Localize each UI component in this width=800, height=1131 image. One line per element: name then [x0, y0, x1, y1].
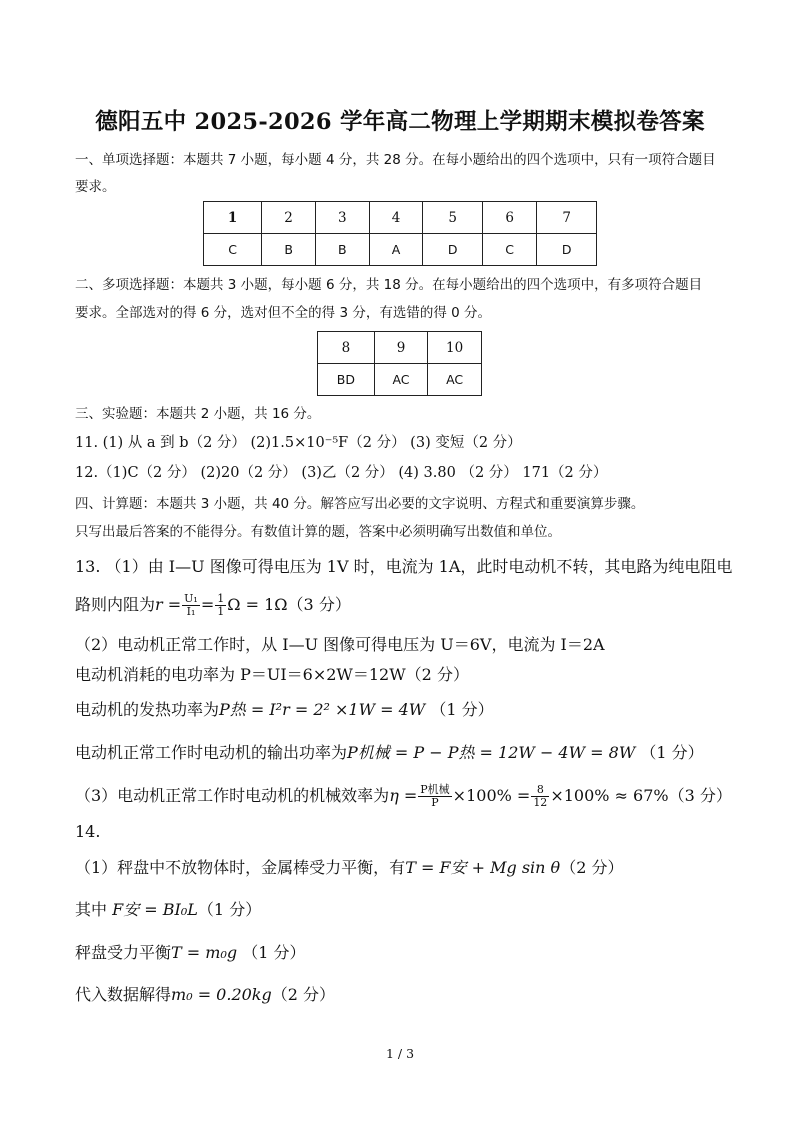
table-cell: 3 [315, 202, 369, 234]
q13-formula-rhs: Ω = 1Ω [227, 595, 288, 614]
table-cell: 2 [262, 202, 316, 234]
q13-line3: （2）电动机正常工作时，从 I—U 图像可得电压为 U＝6V，电流为 I＝2A [75, 635, 605, 654]
table-cell: 9 [374, 332, 427, 364]
q13-line1: 13. （1）由 I—U 图像可得电压为 1V 时，电流为 1A，此时电动机不转，其电路为纯电阻电 [75, 557, 733, 576]
fraction-denominator: 1 [217, 605, 225, 618]
q14-line3 [75, 943, 305, 963]
q13-line6 [75, 743, 704, 763]
table-cell: BD [318, 364, 375, 396]
q13-line6-formula: P机械 = P − P热 = 12W − 4W = 8W [347, 743, 636, 762]
q13-line7-end: ×100% ≈ 67% [550, 786, 669, 805]
single-choice-answer-table [203, 201, 597, 266]
fraction-u1-i1 [182, 593, 200, 618]
table-cell: AC [428, 364, 482, 396]
table-cell: 5 [423, 202, 483, 234]
q14-line1-formula: T = F安 + Mg sin θ [405, 858, 561, 877]
q14-line2-formula: F安 = BI₀L [112, 900, 198, 919]
table-row-numbers [204, 202, 597, 234]
section2-heading-cont: 要求。全部选对的得 6 分，选对但不全的得 3 分，有选错的得 0 分。 [75, 305, 492, 321]
q14-line4-prefix: 代入数据解得 [75, 985, 172, 1004]
q14-line2-score: （1 分） [197, 900, 262, 919]
q12-answer: 12.（1)C（2 分） (2)20（2 分） (3)乙（2 分） (4) 3.80 （2 分） 171（2 分） [75, 465, 608, 481]
fraction-denominator: P [431, 796, 439, 809]
q14-line1-score: （2 分） [560, 858, 624, 877]
section4-heading-cont: 只写出最后答案的不能得分。有数值计算的题，答案中必须明确写出数值和单位。 [75, 524, 561, 540]
q13-line7-prefix: （3）电动机正常工作时电动机的机械效率为 [75, 786, 390, 805]
q14-line1 [75, 858, 623, 878]
q13-line4: 电动机消耗的电功率为 P＝UI＝6×2W＝12W（2 分） [75, 665, 469, 684]
q14-line1-prefix: （1）秤盘中不放物体时，金属棒受力平衡，有 [75, 858, 406, 877]
section1-heading: 一、单项选择题：本题共 7 小题，每小题 4 分，共 28 分。在每小题给出的四个选项中，只有一项符合题目 [75, 152, 716, 168]
table-cell: D [537, 234, 597, 266]
q13-line2: 路则内阻为r = $\frac{\text{U₁}}{\text{I₁}}$ = $\frac{1}{1}$ Ω = 1Ω（3 分） [75, 592, 351, 618]
q13-eta: η = [389, 786, 418, 805]
q14-line4 [75, 985, 335, 1005]
table-cell: 7 [537, 202, 597, 234]
table-cell: B [315, 234, 369, 266]
q11-answer: 11. (1) 从 a 到 b（2 分） (2)1.5×10⁻⁵F（2 分） (3) 变短（2 分） [75, 435, 522, 451]
fraction-numerator: 8 [531, 784, 549, 797]
q13-line2-prefix: 路则内阻为 [75, 595, 156, 614]
q14-line2-prefix: 其中 [75, 900, 108, 919]
section4-heading: 四、计算题：本题共 3 小题，共 40 分。解答应写出必要的文字说明、方程式和重要演算步骤。 [75, 496, 645, 512]
table-cell: 10 [428, 332, 482, 364]
table-cell: C [482, 234, 536, 266]
q13-line6-score: （1 分） [640, 743, 704, 762]
q13-line5-formula: P热 = I²r = 2² ×1W = 4W [219, 700, 426, 719]
q13-line6-prefix: 电动机正常工作时电动机的输出功率为 [75, 743, 348, 762]
page-title: 德阳五中 2025-2026 学年高二物理上学期期末模拟卷答案 [95, 109, 705, 135]
fraction-8-12 [531, 784, 549, 809]
q13-line7-mid: ×100% = [452, 786, 531, 805]
section3-heading: 三、实验题：本题共 2 小题，共 16 分。 [75, 406, 321, 422]
page-number: 1 / 3 [385, 1046, 415, 1061]
fraction-numerator: U₁ [184, 592, 198, 605]
q13-line5-prefix: 电动机的发热功率为 [75, 700, 220, 719]
table-cell: D [423, 234, 483, 266]
q14-line3-formula: T = m₀g [171, 943, 238, 962]
q13-line5 [75, 700, 494, 720]
table-cell: 6 [482, 202, 536, 234]
table-cell: 1 [204, 202, 262, 234]
table-cell: 8 [318, 332, 375, 364]
table-row-answers [204, 234, 597, 266]
fraction-1-1 [215, 593, 226, 618]
table-cell: C [204, 234, 262, 266]
q13-line2-score: （3 分） [287, 595, 351, 614]
table-cell: A [369, 234, 423, 266]
q14-line4-score: （2 分） [271, 985, 336, 1004]
fraction-denominator: I₁ [186, 605, 196, 618]
q14-line3-prefix: 秤盘受力平衡 [75, 943, 172, 962]
q14-line2 [75, 900, 261, 920]
table-cell: AC [374, 364, 427, 396]
table-row-numbers [318, 332, 482, 364]
q13-line7 [75, 784, 732, 809]
q14-number: 14. [75, 822, 101, 841]
fraction-pmech-p [418, 784, 451, 809]
q13-line7-score: （3 分） [668, 786, 732, 805]
q13-line5-score: （1 分） [430, 700, 494, 719]
table-cell: B [262, 234, 316, 266]
fraction-numerator: P机械 [420, 783, 450, 796]
fraction-denominator: 12 [533, 796, 548, 809]
q14-line3-score: （1 分） [242, 943, 306, 962]
section1-heading-cont: 要求。 [75, 179, 116, 195]
table-row-answers [318, 364, 482, 396]
multi-choice-answer-table [317, 331, 482, 396]
table-cell: 4 [369, 202, 423, 234]
q13-formula-lhs: r = [155, 595, 182, 614]
fraction-numerator: 1 [217, 592, 225, 605]
section2-heading: 二、多项选择题：本题共 3 小题，每小题 6 分，共 18 分。在每小题给出的四个选项中，有多项符合题目 [75, 277, 703, 293]
q14-line4-formula: m₀ = 0.20kg [171, 985, 272, 1004]
